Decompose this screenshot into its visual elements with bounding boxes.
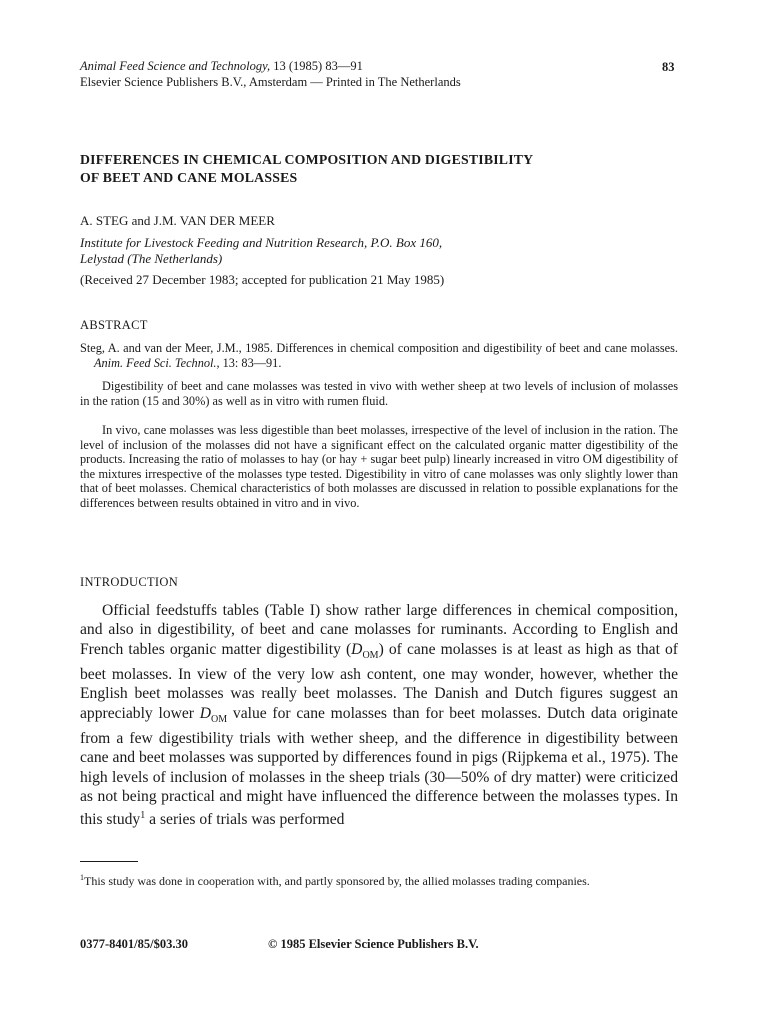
article-title: [80, 151, 700, 187]
journal-issue: 13 (1985) 83—91: [270, 59, 363, 73]
article-title-line-1: DIFFERENCES IN CHEMICAL COMPOSITION AND DIGESTIBILITY: [80, 152, 534, 167]
footnote-reference: 1: [140, 810, 146, 822]
introduction-paragraph: [80, 601, 678, 830]
journal-name: Animal Feed Science and Technology,: [80, 59, 271, 73]
affiliation-line-2: Lelystad (The Netherlands): [80, 251, 223, 266]
abstract-heading: ABSTRACT: [80, 318, 148, 332]
dom-symbol-2: D: [199, 704, 212, 722]
journal-citation-line: [80, 58, 680, 74]
author-affiliation: [80, 235, 680, 267]
article-authors: A. STEG and J.M. VAN DER MEER: [80, 213, 275, 228]
intro-text-a: Official feedstuffs tables (Table I) show rather large differences in chemical composition, and also in digestibility, of beet and cane molasses for ruminants. According to English and French tables organic matter digestibility (: [80, 602, 678, 658]
footnote: [80, 870, 678, 889]
intro-text-b: ) of cane molasses is at least as high as that of beet molasses. In view of the very low ash content, one may wonder, however, whether the English beet molasses was really beet molasses. The Danish and Dutch figures suggest an appreciably lower: [80, 640, 678, 722]
copyright-notice: © 1985 Elsevier Science Publishers B.V.: [268, 937, 479, 951]
dom-subscript: OM: [362, 649, 379, 661]
affiliation-line-1: Institute for Livestock Feeding and Nutrition Research, P.O. Box 160,: [80, 235, 443, 250]
publisher-line: Elsevier Science Publishers B.V., Amsterdam — Printed in The Netherlands: [80, 75, 461, 89]
abstract-citation: [80, 341, 678, 371]
introduction-heading: INTRODUCTION: [80, 575, 179, 589]
received-dates: (Received 27 December 1983; accepted for publication 21 May 1985): [80, 272, 445, 287]
footnote-divider: [80, 861, 138, 862]
citation-authors-title: Steg, A. and van der Meer, J.M., 1985. Differences in chemical composition and digestibility of beet and cane molasses.: [80, 341, 678, 355]
issn-code: 0377-8401/85/$03.30: [80, 937, 188, 951]
intro-text-d: a series of trials was performed: [145, 811, 345, 829]
footnote-mark: 1: [80, 873, 84, 882]
citation-volume-pages: 13: 83—91.: [219, 356, 282, 370]
intro-text-c: value for cane molasses than for beet molasses. Dutch data originate from a few digestibility trials with wether sheep, and the difference in digestibility between cane and beet molasses was supported by differences found in pigs (Rijpkema et al., 1975). The high levels of inclusion of molasses in the sheep trials (30—50% of dry matter) were criticized as not being practical and might have influenced the difference between the molasses types. In this study: [80, 704, 678, 829]
abstract-paragraph-1: Digestibility of beet and cane molasses was tested in vivo with wether sheep at two levels of inclusion of molasses in the ration (15 and 30%) as well as in vitro with rumen fluid.: [80, 379, 678, 408]
abstract-paragraph-2: In vivo, cane molasses was less digestible than beet molasses, irrespective of the level of inclusion in the ration. The level of inclusion of the molasses did not have a significant effect on the calculated organic matter digestibility of the products. Increasing the ratio of molasses to hay (or hay + sugar beet pulp) linearly increased in vitro OM digestibility of the mixtures irrespective of the molasses type tested. Digestibility in vitro of cane molasses was only slightly lower than that of beet molasses. Chemical characteristics of both molasses are discussed in relation to possible explanations for the differences between results obtained in vitro and in vivo.: [80, 423, 678, 510]
article-title-line-2: OF BEET AND CANE MOLASSES: [80, 170, 298, 185]
page-number: 83: [662, 60, 675, 74]
dom-symbol: D: [351, 640, 363, 658]
footnote-text: This study was done in cooperation with, and partly sponsored by, the allied molasses trading companies.: [84, 874, 590, 888]
journal-header: [80, 58, 680, 90]
dom-subscript-2: OM: [211, 713, 228, 725]
citation-journal: Anim. Feed Sci. Technol.,: [94, 356, 220, 370]
